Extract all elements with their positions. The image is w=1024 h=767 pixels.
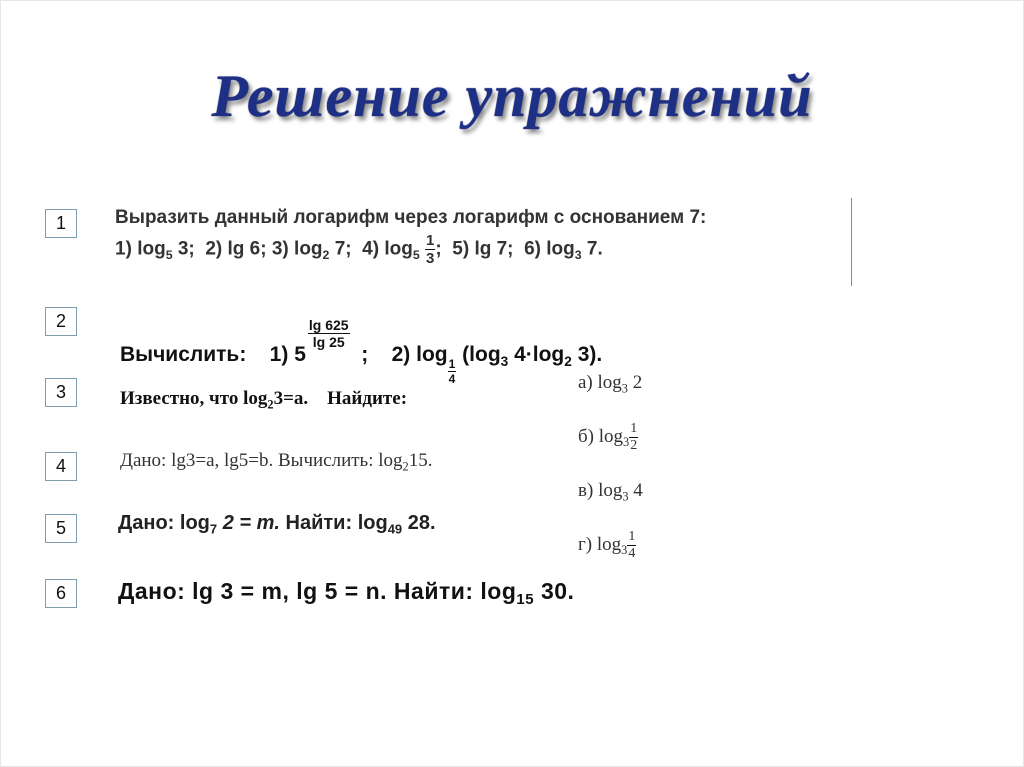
part-label: 1) (269, 343, 289, 366)
log-base-fraction: $\frac{1}{4}$ (448, 357, 456, 386)
exercise-6-find: Найти: (393, 578, 474, 604)
exercise-1-prompt: Выразить данный логарифм через логарифм с основанием 7: (115, 207, 707, 228)
fraction: $\frac{1}{2}$ (630, 421, 638, 453)
exercise-4-sub: 2 (402, 459, 409, 474)
divider (851, 198, 852, 286)
item-arg: 3; (177, 238, 195, 260)
expr-base: 3 (500, 353, 509, 369)
number-box-5: 5 (45, 514, 77, 543)
expr-part: 4·log (514, 343, 565, 366)
item-base: 5 (165, 247, 173, 262)
number-box-6: 6 (45, 579, 77, 608)
exercise-4-text: Дано: lg3=a, lg5=b. Вычислить: log (120, 450, 403, 471)
option-a: а) $\log_3 2$ (578, 372, 643, 396)
exercise-6: Дано: lg 3 = m, lg 5 = n. Найти: $\log_{15} 30$. (118, 578, 575, 609)
exercise-1-items (115, 233, 706, 270)
exercise-3-text2: 3=a. (273, 388, 309, 409)
expr-base: 2 (564, 353, 572, 369)
item-fn: log (294, 238, 323, 260)
slide-title: Решение упражнений (211, 63, 813, 129)
power-base: 5 (294, 343, 306, 366)
item-arg: ; (435, 238, 442, 260)
item-label: 1) (115, 238, 132, 260)
exercise-5: Дано: $\log_7 2 = m$. Найти: $\log_{49} 28$. (118, 512, 436, 537)
fraction: $\frac{1}{4}$ (628, 529, 636, 561)
exercise-1 (115, 203, 706, 270)
separator: ; (361, 343, 369, 366)
item-label: 6) (524, 238, 541, 260)
item-fn: lg (474, 238, 492, 260)
expr-part: (log (462, 343, 501, 366)
exercise-5-find: Найти: (285, 512, 353, 534)
exercise-4-tail: 15. (408, 450, 433, 471)
item-base: 5 (412, 247, 420, 262)
item-arg: 7. (586, 238, 603, 260)
exercise-3-find: Найдите: (327, 388, 408, 409)
exponent-fraction: $\frac{\lg 625}{\lg 25}$ (308, 317, 349, 350)
exercise-4 (120, 450, 432, 474)
number-box-1: 1 (45, 209, 77, 238)
item-label: 3) (271, 238, 289, 260)
part-label: 2) (391, 343, 411, 366)
option-d: г) $\log_3$ $\frac{1}{4}$ (578, 529, 636, 561)
item-fn: log (384, 238, 413, 260)
item-fn: log (546, 238, 575, 260)
number-box-2: 2 (45, 307, 77, 336)
item-arg: 7; (496, 238, 514, 260)
number-box-3: 3 (45, 378, 77, 407)
fraction: $\frac{1}{3}$ (426, 232, 435, 267)
item-base: 2 (322, 247, 330, 262)
exercise-5-given: Дано: (118, 512, 175, 534)
exercise-6-given: Дано: (118, 578, 186, 604)
item-label: 4) (362, 238, 380, 260)
item-arg: 7; (334, 238, 352, 260)
item-base: 3 (574, 247, 582, 262)
expr-part: 3). (577, 343, 603, 366)
item-fn: lg (227, 238, 245, 260)
exercise-3-text: Известно, что log (120, 388, 268, 409)
exercise-3 (120, 388, 407, 412)
item-fn: log (137, 238, 166, 260)
option-b: б) $\log_3$ $\frac{1}{2}$ (578, 421, 638, 453)
exercise-2 (120, 318, 602, 385)
item-label: 5) (452, 238, 470, 260)
exercise-2-prefix: Вычислить: (120, 343, 247, 366)
number-box-4: 4 (45, 452, 77, 481)
exercise-3-sub: 2 (267, 397, 274, 412)
item-label: 2) (205, 238, 223, 260)
log-fn: log (416, 343, 448, 366)
item-arg: 6; (249, 238, 267, 260)
option-c: в) $\log_3 4$ (578, 480, 643, 504)
